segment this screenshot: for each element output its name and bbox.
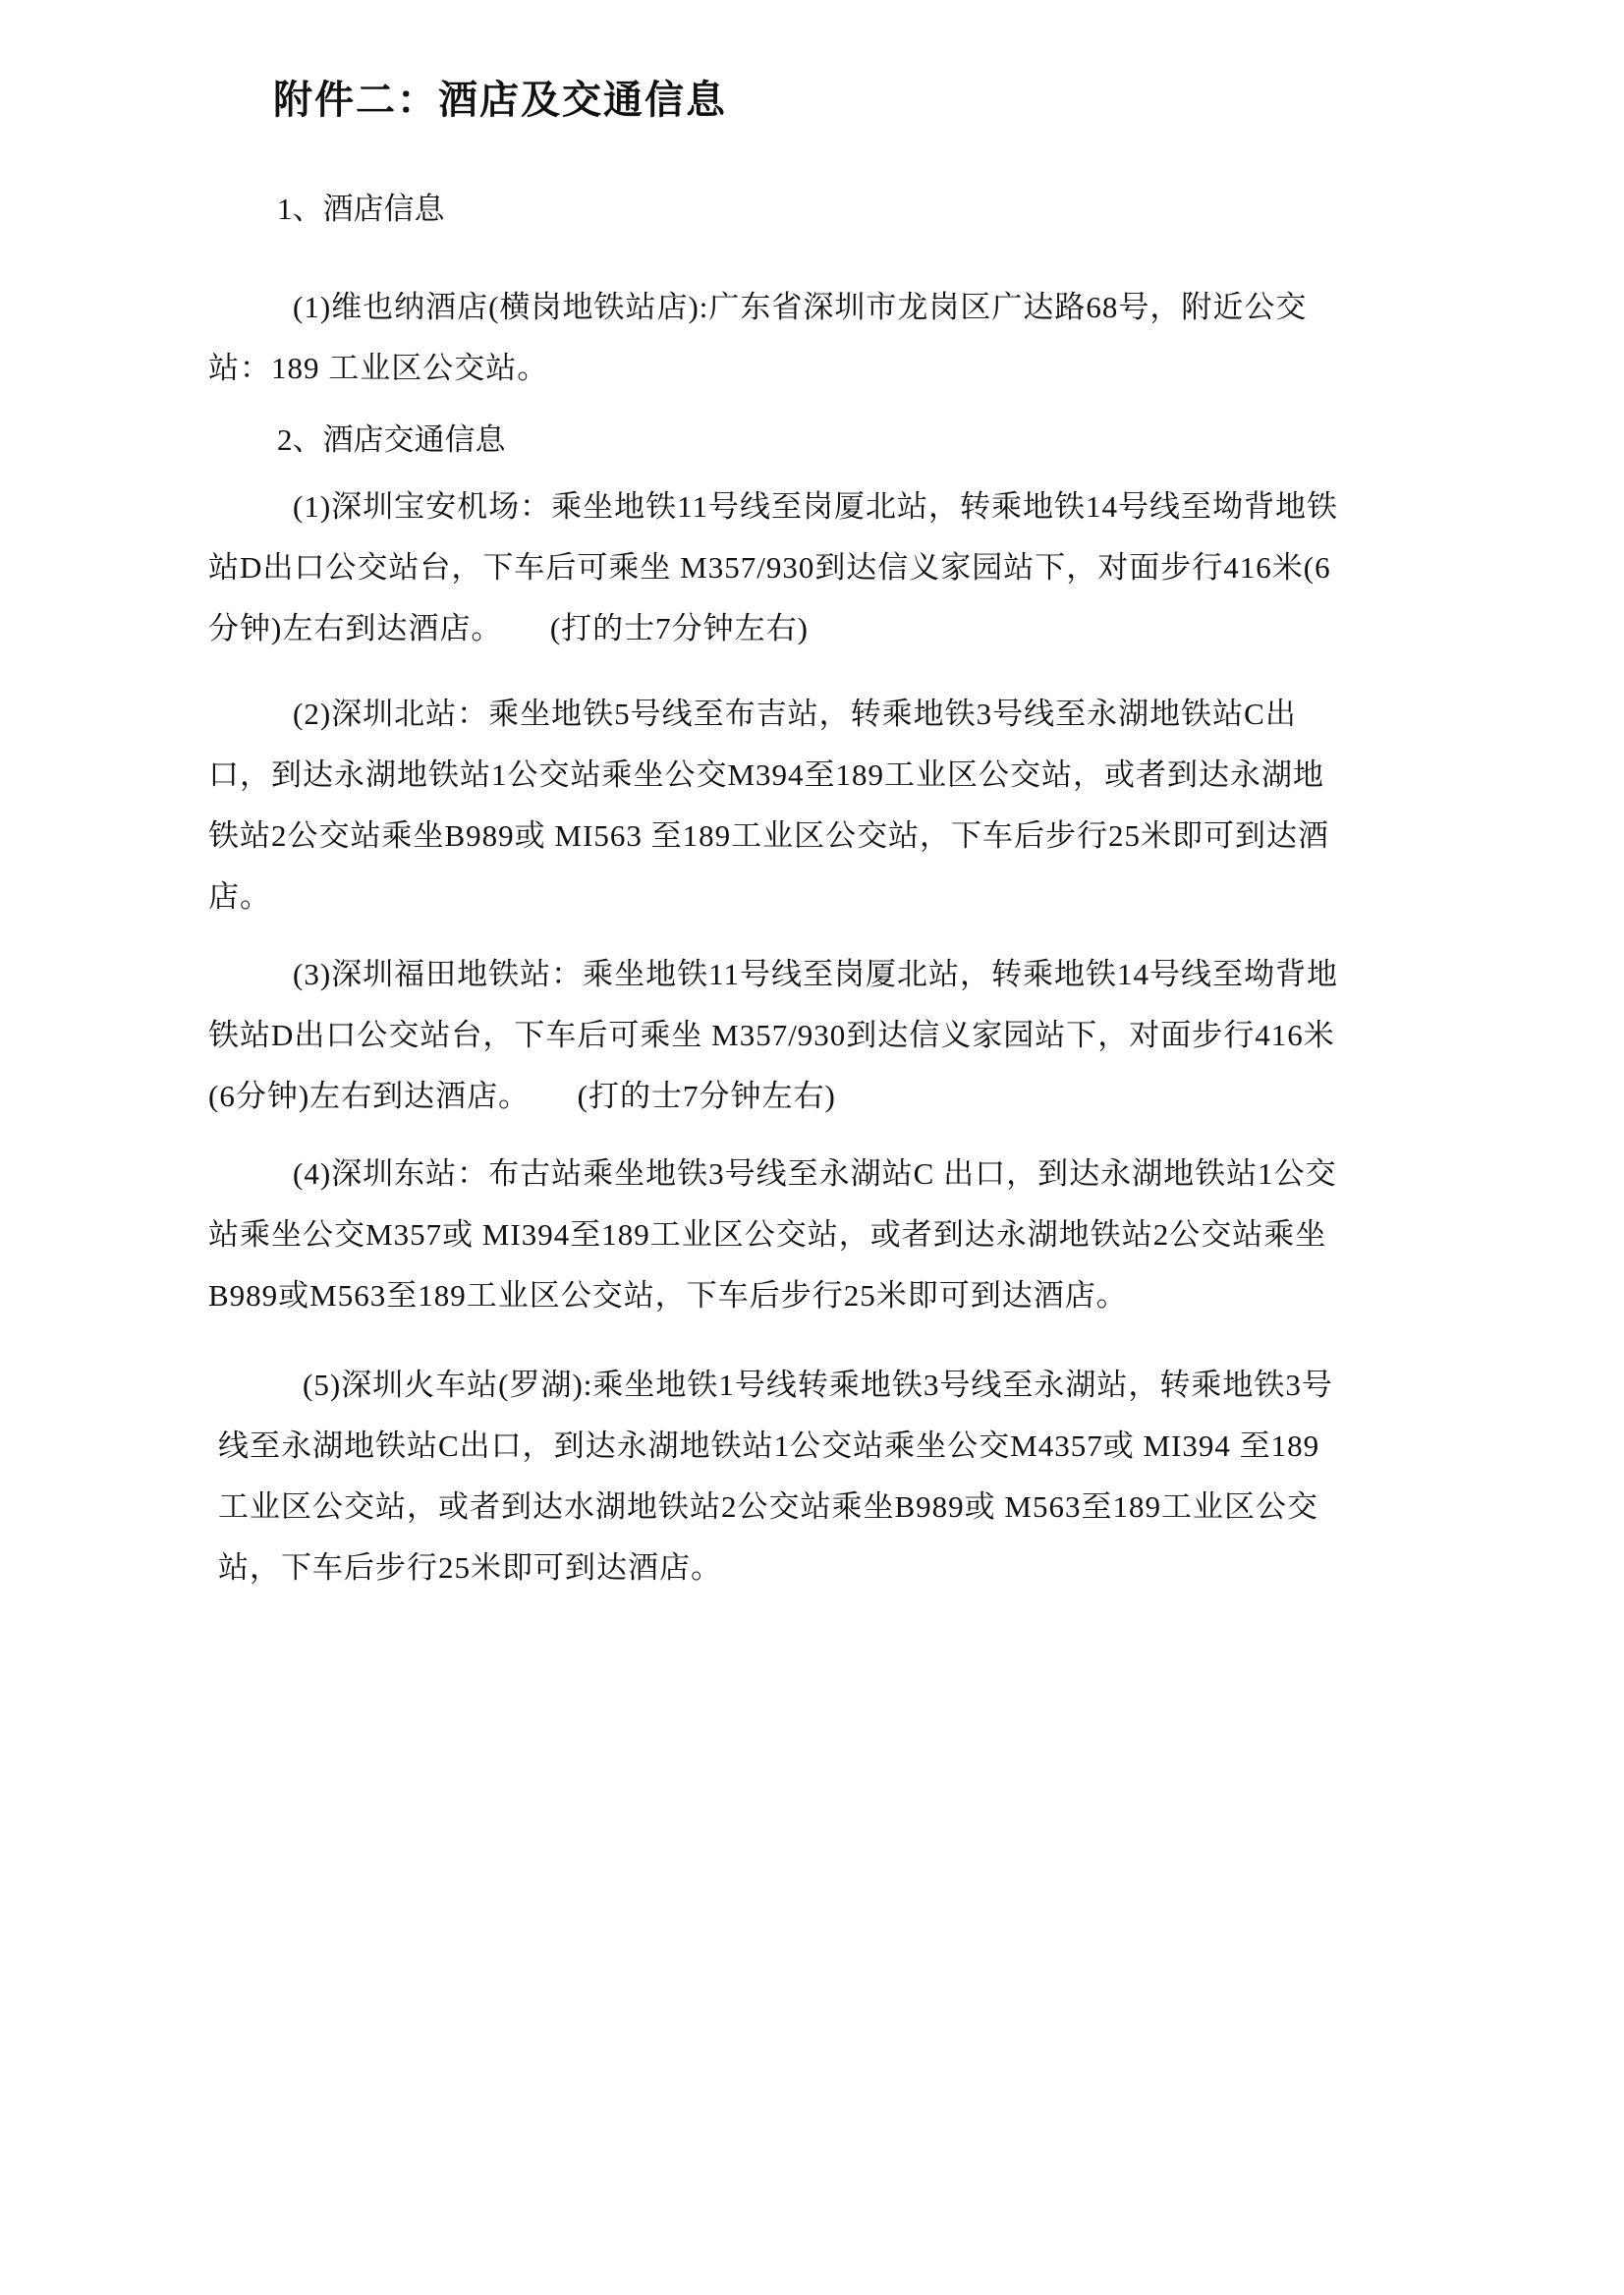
paragraph-line: 站乘坐公交M357或 MI394至189工业区公交站，或者到达永湖地铁站2公交站乘坐 — [208, 1217, 1327, 1252]
document-title: 附件二：酒店及交通信息 — [273, 78, 727, 122]
paragraph — [208, 476, 1477, 659]
paragraph-line: 店。 — [208, 879, 271, 914]
paragraph-line: (1)深圳宝安机场：乘坐地铁11号线至岗厦北站，转乘地铁14号线至坳背地铁 — [293, 489, 1338, 524]
paragraph — [208, 944, 1477, 1127]
paragraph-line: (6分钟)左右到达酒店。 (打的士7分钟左右) — [208, 1079, 836, 1113]
paragraph-line: 铁站2公交站乘坐B989或 MI563 至189工业区公交站，下车后步行25米即可到达酒 — [208, 818, 1330, 853]
paragraph-line: 分钟)左右到达酒店。 (打的士7分钟左右) — [208, 611, 809, 645]
paragraph-line: (4)深圳东站：布古站乘坐地铁3号线至永湖站C 出口，到达永湖地铁站1公交 — [293, 1156, 1337, 1191]
document-body — [208, 179, 1477, 1598]
paragraph-line: (5)深圳火车站(罗湖):乘坐地铁1号线转乘地铁3号线至永湖站，转乘地铁3号 — [303, 1368, 1333, 1402]
section-heading: 1、酒店信息 — [277, 192, 445, 226]
paragraph — [208, 277, 1477, 399]
paragraph-line: 站：189 工业区公交站。 — [208, 351, 549, 385]
paragraph-line: 铁站D出口公交站台，下车后可乘坐 M357/930到达信义家园站下，对面步行416米 — [208, 1018, 1335, 1052]
paragraph-line: 站D出口公交站台，下车后可乘坐 M357/930到达信义家园站下，对面步行416米(6 — [208, 550, 1331, 585]
section-heading: 2、酒店交通信息 — [277, 422, 506, 457]
paragraph-line: 口，到达永湖地铁站1公交站乘坐公交M394至189工业区公交站，或者到达永湖地 — [208, 757, 1325, 792]
paragraph — [208, 1355, 1477, 1598]
paragraph — [208, 1144, 1477, 1326]
paragraph-line: B989或M563至189工业区公交站，下车后步行25米即可到达酒店。 — [208, 1278, 1128, 1313]
paragraph-line: 工业区公交站，或者到达水湖地铁站2公交站乘坐B989或 M563至189工业区公交 — [218, 1489, 1318, 1524]
paragraph-line: (3)深圳福田地铁站：乘坐地铁11号线至岗厦北站，转乘地铁14号线至坳背地 — [293, 957, 1338, 991]
paragraph — [208, 684, 1477, 927]
paragraph-line: 线至永湖地铁站C出口，到达永湖地铁站1公交站乘坐公交M4357或 MI394 至189 — [218, 1428, 1320, 1463]
paragraph-line: 站，下车后步行25米即可到达酒店。 — [218, 1550, 722, 1585]
paragraph-line: (2)深圳北站：乘坐地铁5号线至布吉站，转乘地铁3号线至永湖地铁站C出 — [293, 697, 1297, 731]
paragraph-line: (1)维也纳酒店(横岗地铁站店):广东省深圳市龙岗区广达路68号，附近公交 — [293, 290, 1308, 324]
